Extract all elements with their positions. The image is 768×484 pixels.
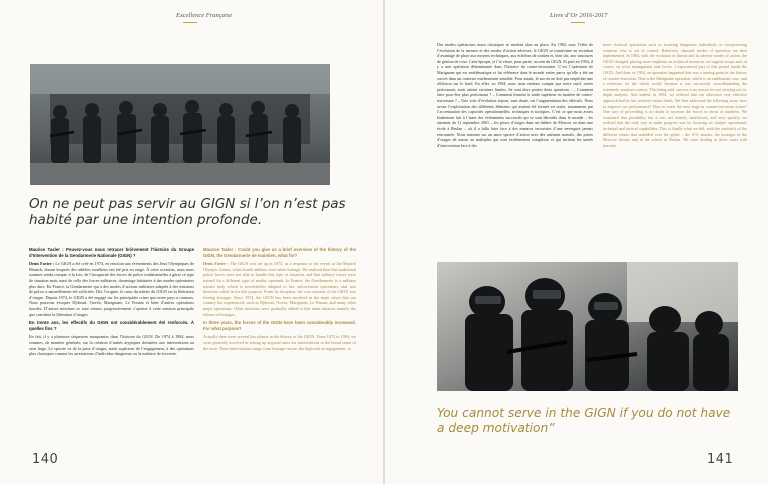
column-french-right: Des modes opératoires assez classiques se mettent alors en place. En 1984, sous l’effet de l’évolution de la menace et des modes d’action adverses, le GIGN se transforme en escadron d’avantage de place aux moyens techniques, aux échelons de soutien et, bien sûr, aux structures de gestion de crise. Cette époque, je l’ai vécue, pour partie, au sein du GIGN. Et puis en 1994, il y a une opération déterminante dans l’histoire du contre-terrorisme. C’est l’opération de Marignane qui est emblématique et fut référence dans le monde entier parce qu’elle a été un succès dans un contexte extrêmement sensible. Pour autant, le succès ne doit pas empêcher une réflexion sur le fond. En effet, en 1994, nous nous rendons compte que notre outil, certes performant, avait atteint certaines limites. Se sont alors posées deux questions : – Comment faire pour être plus performant ? – Comment franchir le stade supérieur en matière de contre-terrorisme ? – Une voie d’évolution repose, sans doute, sur l’augmentation des effectifs. Nous avons l’exploitation des différents éléments qui avaient été formés en sortie, notamment par l’accentuation des capacités opérationnelles, techniques et tactiques. C’est ce que nous avons finalement fait à l’aune des événements successifs qui se sont déroulés dans le monde – les attentats du 11 septembre 2001 – les prises d’otages dans un théâtre de Moscou ou dans une école à Beslan – où il a fallu faire face à des menaces terroristes d’une envergure jamais rencontrée. Nous sommes sur un autre spectre d’action avec des attentats massifs, des prises d’otages de masse ou multiples qui sont extrêmement complexes et qui incitent les unités d’intervention face à des [437,42,593,148]
column-english-left [203,247,356,354]
right-page [385,0,768,484]
speaker-label-en: Denis Favier : [203,261,229,267]
question-1-en: Maurice Tasler : Could you give us a brief overview of the history of the GIGN, the Gendarmerie de maintien, what for? [203,247,356,258]
answer-1-en-text: The GIGN was set up in 1974, as a response to the events at the Munich Olympic Games, when Israeli athletes were taken hostage. We realised then that traditional police forces were not able to handle this type of situation, and that military forces were trained for a different type of modus operandi. In France, the Gendarmerie is a military trained body which is nevertheless adapted to law enforcement operations, and was therefore called in for this purpose. From its inception, the core mission of the GIGN was freeing hostages. Since 1974, the GIGN has been involved in the main crises that our country has experienced, such as Djibouti, Ouvéa, Marignane, Le Ponant, and many other major operations. Other missions were gradually added to this main mission, namely the release of hostages. [203,261,356,317]
answer-1-en [203,261,356,317]
running-head-left: Excellence Française [176,12,233,19]
page-number-left: 140 [32,452,59,467]
left-page [0,0,383,484]
running-head-rule-right [571,22,585,23]
answer-1-fr-text: Le GIGN a été créé en 1974, en réaction aux événements des Jeux Olympiques de Munich, durant lesquels des athlètes israéliens ont été pris en otage. À cette occasion, nous nous sommes rendu compte, à la fois, de l’incapacité des forces de police traditionnelles à gérer ce type de situation mais aussi de celle des forces militaires, davantage habituées à des modes opératoires plus durs. En France, la Gendarmerie qui a des modes d’actions militaires adaptés à des missions de police a naturellement été sollicitée. Dès l’origine, le cœur du métier du GIGN est la libération d’otages. Depuis 1974, le GIGN a été engagé sur les principales crises que notre pays a connues. Nous pouvons évoquer Djibouti, Ouvéa, Marignane, Le Ponant et bien d’autres opérations lourdes. D’autres missions se sont venues progressivement s’ajouter à cette mission principale que constitue la libération d’otages. [29,261,195,317]
gign-team-photo [30,64,330,185]
question-1-fr: Maurice Tasler : Pouvez-vous nous retracer brièvement l’histoire du Groupe d’Intervention de la Gendarmerie Nationale (GIGN) ? [29,247,194,258]
speaker-label-fr: Denis Favier : [29,261,55,267]
pull-quote-en: You cannot serve in the GIGN if you do not have a deep motivation” [437,406,731,435]
answer-1-fr [29,261,194,317]
photo-illustration [30,64,330,185]
column-english-right: more classical operations such as arresting dangerous individuals or overpowering someone who is out of control. Relatively classical modes of operation are then implemented. In 1984, with the evolution in threats and in adverse modes of action, the GIGN changed, placing more emphasis on technical resources, on support troops and, of course, on crisis management task forces. I experienced part of that period inside the GIGN. And then, in 1994, an operation happened that was a turning point in the history of counter-terrorism. That is the Marignane operation, which is an emblematic case, and a reference for the whole world, because it was successful, notwithstanding the extremely sensitive context. This being said, success is no reason for not carrying out in-depth analyses. And indeed, in 1994, we realised that our otherwise very effective approach had in fact reached certain limits. We then addressed the following issue: how to improve our performance? How to reach the next stage in counter-terrorism action? One way of proceeding is no doubt to increase the forces in terms of numbers. We examined that possibility, but it was not entirely satisfactory, and very quickly, we realised that the only way to make progress was by focusing on sharper operational, technical and tactical capabilities. This is finally what we did, with the yardstick of the different events that unfolded over the globe – the 9/11 attacks, the hostages in the Moscow theatre and in the school in Beslan. We were dealing in these cases with terrorist [603,42,747,148]
question-2-en: In three years, the forces of the GIGN have been considerably increased. For what purpose? [203,320,356,331]
question-2-fr: En trente ans, les effectifs du GIGN ont considérablement été renforcés. À quelles fins ? [29,320,194,331]
photo-illustration-2 [437,262,738,391]
running-head-right: Livre d’Or 2016-2017 [550,12,608,19]
answer-2-fr: En fait, il y a plusieurs séquences marquantes dans l’histoire du GIGN. De 1974 à 1984, nous sommes, de manière générale, sur la création d’unités atypiques destinées aux interventions au sens large. Le spectre va de la prise d’otages, stade supérieur de l’engagement, à des opérations plus classiques comme les arrestations d’individus dangereux ou la maîtrise de forcenés. [29,334,194,357]
gign-intervention-photo [437,262,738,391]
answer-2-en: Actually there were several key phases in the history of the GIGN. From 1974 to 1984, we were generally involved in setting up atypical units for interventions in the broad sense of the term. These interventions range from hostage rescue, the high end of engagement, to [203,334,356,351]
pull-quote-fr: On ne peut pas servir au GIGN si l’on n’est pas habité par une intention profonde. [29,196,346,228]
running-head-rule-left [183,22,197,23]
column-french [29,247,194,360]
page-number-right: 141 [707,452,734,467]
